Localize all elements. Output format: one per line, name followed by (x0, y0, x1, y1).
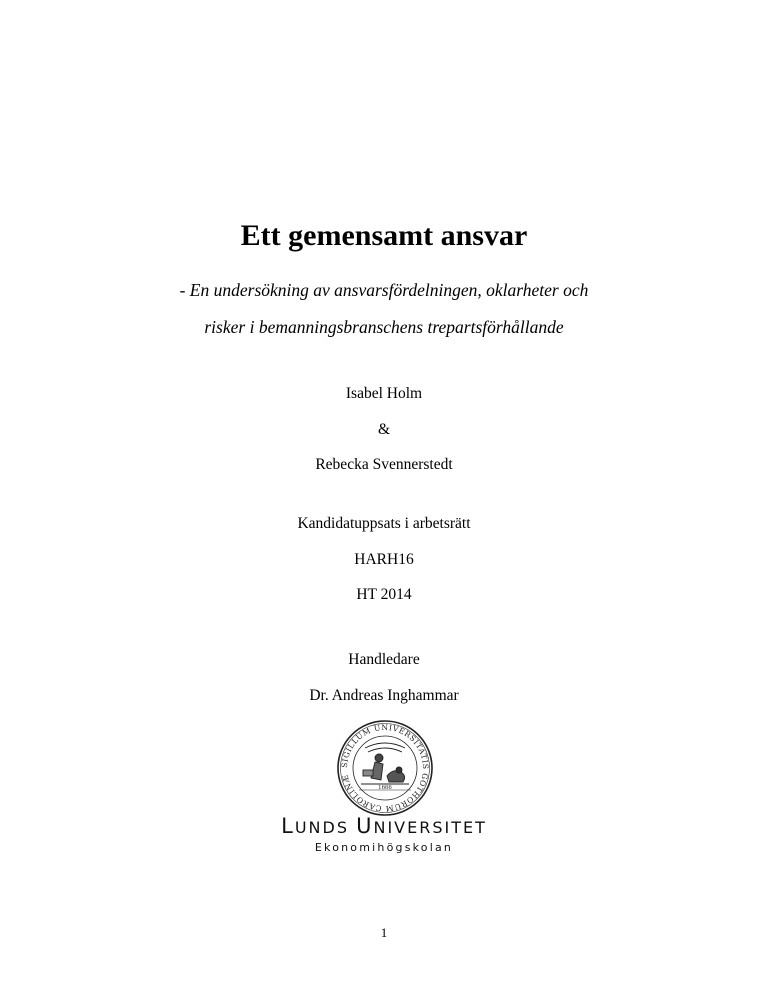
supervisor-name: Dr. Andreas Inghammar (309, 687, 459, 704)
course-code: HARH16 (354, 551, 414, 568)
university-seal-icon (335, 718, 435, 818)
author-2: Rebecka Svennerstedt (315, 456, 453, 473)
term: HT 2014 (356, 586, 412, 603)
svg-text:SIGILLUM UNIVERSITATIS GOTHORU: SIGILLUM UNIVERSITATIS GOTHORUM CAROLINÆ (339, 722, 431, 814)
document-subtitle-line-2: risker i bemanningsbranschens trepartsförhållande (204, 317, 564, 337)
author-1: Isabel Holm (345, 385, 423, 402)
svg-text:1666: 1666 (378, 785, 392, 791)
author-separator: & (377, 421, 391, 438)
university-name-part-2: NIVERSITET (373, 818, 487, 837)
university-name-initial-1: L (281, 814, 295, 838)
school-name: Ekonomihögskolan (314, 841, 454, 854)
university-name-part-1: UNDS (294, 818, 357, 837)
page-number: 1 (380, 925, 388, 940)
university-name-initial-2: U (356, 814, 374, 838)
document-subtitle-line-1: - En undersökning av ansvarsfördelningen, oklarheter och (179, 280, 589, 300)
document-title: Ett gemensamt ansvar (240, 219, 528, 252)
supervisor-label: Handledare (348, 651, 420, 668)
thesis-type: Kandidatuppsats i arbetsrätt (297, 515, 471, 532)
university-name (0, 814, 768, 840)
